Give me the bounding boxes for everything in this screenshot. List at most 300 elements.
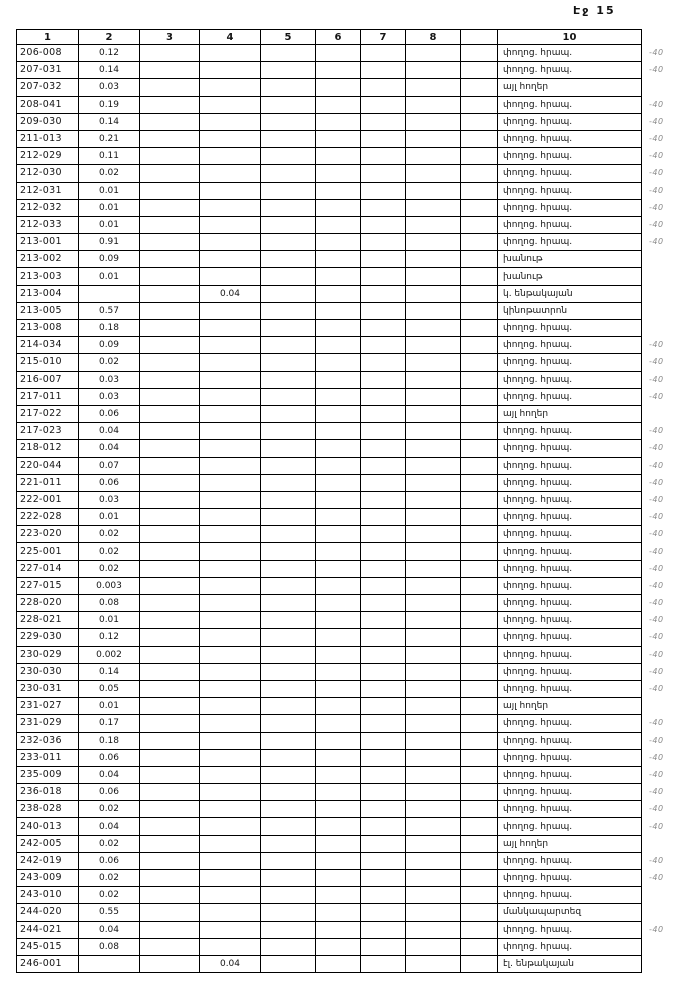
parcel-code: 245-015 <box>17 938 79 955</box>
parcel-code: 242-019 <box>17 852 79 869</box>
col8-cell <box>406 405 461 422</box>
col7-cell <box>361 870 406 887</box>
col4-value <box>200 491 261 508</box>
col3-cell <box>140 509 200 526</box>
col9-cell <box>461 457 498 474</box>
col6-cell <box>316 199 361 216</box>
col3-cell <box>140 130 200 147</box>
col8-cell <box>406 663 461 680</box>
col6-cell <box>316 491 361 508</box>
col4-value <box>200 526 261 543</box>
margin-note: -40 <box>649 219 664 229</box>
land-use-label: փողոց. հրապ. <box>498 320 642 337</box>
col9-cell <box>461 955 498 972</box>
margin-note: -40 <box>649 494 664 504</box>
col6-cell <box>316 749 361 766</box>
col6-cell <box>316 784 361 801</box>
land-use-label: փողոց. հրապ. <box>498 526 642 543</box>
col9-cell <box>461 234 498 251</box>
table-body <box>17 45 673 973</box>
parcel-code: 233-011 <box>17 749 79 766</box>
table-row <box>17 595 673 612</box>
margin-note: -40 <box>649 151 664 161</box>
col5-cell <box>261 440 316 457</box>
col6-cell <box>316 560 361 577</box>
col9-cell <box>461 818 498 835</box>
table-row <box>17 199 673 216</box>
col8-cell <box>406 182 461 199</box>
col3-cell <box>140 45 200 62</box>
col8-cell <box>406 388 461 405</box>
col9-cell <box>461 698 498 715</box>
col5-cell <box>261 526 316 543</box>
col5-cell <box>261 509 316 526</box>
col9-cell <box>461 79 498 96</box>
margin-note: -40 <box>649 237 664 247</box>
col4-value: 0.04 <box>200 955 261 972</box>
col3-cell <box>140 79 200 96</box>
col4-value <box>200 870 261 887</box>
col8-cell <box>406 251 461 268</box>
col5-cell <box>261 646 316 663</box>
margin-note <box>642 251 673 268</box>
col4-value <box>200 801 261 818</box>
col6-cell <box>316 801 361 818</box>
area-value: 0.57 <box>79 302 140 319</box>
area-value: 0.04 <box>79 921 140 938</box>
col5-cell <box>261 251 316 268</box>
land-use-label: փողոց. հրապ. <box>498 870 642 887</box>
col5-cell <box>261 491 316 508</box>
col7-cell <box>361 491 406 508</box>
col7-cell <box>361 818 406 835</box>
col7-cell <box>361 732 406 749</box>
col9-cell <box>461 646 498 663</box>
parcel-code: 208-041 <box>17 96 79 113</box>
col7-cell <box>361 784 406 801</box>
table-row <box>17 423 673 440</box>
margin-note: -40 <box>649 202 664 212</box>
col8-cell <box>406 680 461 697</box>
col6-cell <box>316 921 361 938</box>
margin-note: -40 <box>649 529 664 539</box>
area-value: 0.01 <box>79 612 140 629</box>
table-row <box>17 509 673 526</box>
col8-cell <box>406 801 461 818</box>
col6-cell <box>316 79 361 96</box>
parcel-code: 228-021 <box>17 612 79 629</box>
col5-cell <box>261 715 316 732</box>
col3-cell <box>140 904 200 921</box>
margin-note: -40 <box>649 374 664 384</box>
parcel-code: 231-029 <box>17 715 79 732</box>
col9-cell <box>461 371 498 388</box>
col4-value <box>200 130 261 147</box>
table-row <box>17 148 673 165</box>
col4-value: 0.04 <box>200 285 261 302</box>
margin-note: -40 <box>649 460 664 470</box>
area-value <box>79 285 140 302</box>
table-row <box>17 543 673 560</box>
table-row <box>17 320 673 337</box>
col9-cell <box>461 285 498 302</box>
col3-cell <box>140 766 200 783</box>
table-row <box>17 818 673 835</box>
area-value: 0.04 <box>79 440 140 457</box>
margin-note <box>642 285 673 302</box>
margin-note <box>642 887 673 904</box>
land-use-label: փողոց. հրապ. <box>498 680 642 697</box>
col3-cell <box>140 870 200 887</box>
area-value: 0.01 <box>79 216 140 233</box>
col7-cell <box>361 749 406 766</box>
column-header-3: 3 <box>140 30 200 45</box>
land-use-label: փողոց. հրապ. <box>498 801 642 818</box>
col4-value <box>200 663 261 680</box>
col3-cell <box>140 595 200 612</box>
col5-cell <box>261 766 316 783</box>
col3-cell <box>140 801 200 818</box>
col4-value <box>200 835 261 852</box>
margin-note <box>642 904 673 921</box>
col4-value <box>200 509 261 526</box>
land-use-label: էլ. ենթակայան <box>498 955 642 972</box>
land-use-label: փողոց. հրապ. <box>498 646 642 663</box>
area-value: 0.02 <box>79 835 140 852</box>
land-use-label: փողոց. հրապ. <box>498 113 642 130</box>
parcel-code: 238-028 <box>17 801 79 818</box>
land-use-label: կինոթատրոն <box>498 302 642 319</box>
col5-cell <box>261 45 316 62</box>
col8-cell <box>406 560 461 577</box>
col6-cell <box>316 423 361 440</box>
col6-cell <box>316 371 361 388</box>
col5-cell <box>261 801 316 818</box>
col8-cell <box>406 543 461 560</box>
col3-cell <box>140 577 200 594</box>
area-value: 0.19 <box>79 96 140 113</box>
col6-cell <box>316 405 361 422</box>
col3-cell <box>140 955 200 972</box>
col7-cell <box>361 680 406 697</box>
land-use-label: մանկապարտեզ <box>498 904 642 921</box>
area-value: 0.02 <box>79 543 140 560</box>
col4-value <box>200 216 261 233</box>
table-row <box>17 663 673 680</box>
parcel-code: 230-029 <box>17 646 79 663</box>
land-use-label: փողոց. հրապ. <box>498 732 642 749</box>
col4-value <box>200 921 261 938</box>
col7-cell <box>361 904 406 921</box>
parcel-code: 227-015 <box>17 577 79 594</box>
col7-cell <box>361 285 406 302</box>
col8-cell <box>406 354 461 371</box>
margin-note: -40 <box>649 546 664 556</box>
table-row <box>17 904 673 921</box>
area-value <box>79 955 140 972</box>
margin-note: -40 <box>649 632 664 642</box>
col3-cell <box>140 835 200 852</box>
col4-value <box>200 96 261 113</box>
col7-cell <box>361 938 406 955</box>
col7-cell <box>361 440 406 457</box>
col3-cell <box>140 646 200 663</box>
parcel-code: 221-011 <box>17 474 79 491</box>
table-row <box>17 113 673 130</box>
land-use-label: փողոց. հրապ. <box>498 388 642 405</box>
col6-cell <box>316 182 361 199</box>
col8-cell <box>406 457 461 474</box>
margin-note: -40 <box>649 48 664 58</box>
col9-cell <box>461 440 498 457</box>
parcel-code: 244-021 <box>17 921 79 938</box>
land-use-label: փողոց. հրապ. <box>498 766 642 783</box>
col8-cell <box>406 904 461 921</box>
parcel-code: 217-011 <box>17 388 79 405</box>
col6-cell <box>316 955 361 972</box>
col6-cell <box>316 113 361 130</box>
col5-cell <box>261 904 316 921</box>
col5-cell <box>261 320 316 337</box>
land-use-label: փողոց. հրապ. <box>498 818 642 835</box>
area-value: 0.55 <box>79 904 140 921</box>
margin-note: -40 <box>649 649 664 659</box>
margin-note: -40 <box>649 134 664 144</box>
column-header-2: 2 <box>79 30 140 45</box>
table-row <box>17 698 673 715</box>
col7-cell <box>361 955 406 972</box>
col8-cell <box>406 79 461 96</box>
col7-cell <box>361 715 406 732</box>
table-row <box>17 577 673 594</box>
col4-value <box>200 165 261 182</box>
table-row <box>17 268 673 285</box>
col9-cell <box>461 852 498 869</box>
col9-cell <box>461 199 498 216</box>
parcel-code: 212-029 <box>17 148 79 165</box>
col8-cell <box>406 45 461 62</box>
col8-cell <box>406 199 461 216</box>
area-value: 0.12 <box>79 629 140 646</box>
col4-value <box>200 62 261 79</box>
col7-cell <box>361 388 406 405</box>
parcel-code: 215-010 <box>17 354 79 371</box>
table-row <box>17 560 673 577</box>
col4-value <box>200 749 261 766</box>
margin-note: -40 <box>649 477 664 487</box>
col5-cell <box>261 852 316 869</box>
area-value: 0.05 <box>79 680 140 697</box>
table-row <box>17 870 673 887</box>
margin-note: -40 <box>649 615 664 625</box>
col7-cell <box>361 45 406 62</box>
col4-value <box>200 680 261 697</box>
land-use-label: փողոց. հրապ. <box>498 337 642 354</box>
margin-note: -40 <box>649 580 664 590</box>
margin-note: -40 <box>649 855 664 865</box>
col5-cell <box>261 371 316 388</box>
col7-cell <box>361 887 406 904</box>
col9-cell <box>461 543 498 560</box>
area-value: 0.11 <box>79 148 140 165</box>
table-row <box>17 130 673 147</box>
col9-cell <box>461 715 498 732</box>
col6-cell <box>316 646 361 663</box>
table-row <box>17 887 673 904</box>
col4-value <box>200 904 261 921</box>
col4-value <box>200 371 261 388</box>
col4-value <box>200 887 261 904</box>
col6-cell <box>316 887 361 904</box>
margin-note: -40 <box>649 873 664 883</box>
table-row <box>17 646 673 663</box>
land-use-label: փողոց. հրապ. <box>498 45 642 62</box>
col6-cell <box>316 474 361 491</box>
land-use-label: այլ հողեր <box>498 698 642 715</box>
col8-cell <box>406 612 461 629</box>
parcel-code: 235-009 <box>17 766 79 783</box>
parcel-code: 243-009 <box>17 870 79 887</box>
col5-cell <box>261 870 316 887</box>
col4-value <box>200 732 261 749</box>
col6-cell <box>316 440 361 457</box>
margin-note <box>642 302 673 319</box>
col9-cell <box>461 423 498 440</box>
col6-cell <box>316 835 361 852</box>
land-use-label: փողոց. հրապ. <box>498 595 642 612</box>
land-use-label: փողոց. հրապ. <box>498 612 642 629</box>
col4-value <box>200 457 261 474</box>
col4-value <box>200 440 261 457</box>
parcel-code: 223-020 <box>17 526 79 543</box>
col3-cell <box>140 698 200 715</box>
col8-cell <box>406 938 461 955</box>
col7-cell <box>361 835 406 852</box>
col9-cell <box>461 148 498 165</box>
col7-cell <box>361 646 406 663</box>
col7-cell <box>361 629 406 646</box>
table-row <box>17 749 673 766</box>
col8-cell <box>406 423 461 440</box>
area-value: 0.09 <box>79 251 140 268</box>
parcel-code: 229-030 <box>17 629 79 646</box>
col7-cell <box>361 216 406 233</box>
col4-value <box>200 148 261 165</box>
col5-cell <box>261 543 316 560</box>
land-use-label: խանութ <box>498 268 642 285</box>
col8-cell <box>406 130 461 147</box>
col8-cell <box>406 148 461 165</box>
land-use-label: փողոց. հրապ. <box>498 749 642 766</box>
col9-cell <box>461 629 498 646</box>
margin-note: -40 <box>649 563 664 573</box>
col4-value <box>200 698 261 715</box>
col4-value <box>200 766 261 783</box>
margin-note: -40 <box>649 168 664 178</box>
col3-cell <box>140 680 200 697</box>
col4-value <box>200 577 261 594</box>
table-row <box>17 234 673 251</box>
margin-note: -40 <box>649 718 664 728</box>
parcel-code: 206-008 <box>17 45 79 62</box>
margin-note: -40 <box>649 769 664 779</box>
parcel-code: 211-013 <box>17 130 79 147</box>
table-row <box>17 354 673 371</box>
col3-cell <box>140 199 200 216</box>
col5-cell <box>261 629 316 646</box>
col4-value <box>200 337 261 354</box>
col6-cell <box>316 45 361 62</box>
col8-cell <box>406 371 461 388</box>
table-row <box>17 955 673 972</box>
parcel-code: 220-044 <box>17 457 79 474</box>
parcel-code: 212-030 <box>17 165 79 182</box>
col9-cell <box>461 921 498 938</box>
col8-cell <box>406 629 461 646</box>
col5-cell <box>261 887 316 904</box>
col3-cell <box>140 715 200 732</box>
land-use-label: փողոց. հրապ. <box>498 543 642 560</box>
col6-cell <box>316 148 361 165</box>
col8-cell <box>406 165 461 182</box>
col5-cell <box>261 595 316 612</box>
margin-note: -40 <box>649 443 664 453</box>
col5-cell <box>261 680 316 697</box>
area-value: 0.18 <box>79 320 140 337</box>
col7-cell <box>361 268 406 285</box>
col9-cell <box>461 526 498 543</box>
land-use-label: փողոց. հրապ. <box>498 234 642 251</box>
table-row <box>17 337 673 354</box>
table-row <box>17 715 673 732</box>
col6-cell <box>316 663 361 680</box>
col6-cell <box>316 870 361 887</box>
column-header-10: 10 <box>498 30 642 45</box>
col4-value <box>200 560 261 577</box>
col7-cell <box>361 354 406 371</box>
col3-cell <box>140 285 200 302</box>
col5-cell <box>261 835 316 852</box>
land-use-label: փողոց. հրապ. <box>498 491 642 508</box>
col9-cell <box>461 766 498 783</box>
col3-cell <box>140 96 200 113</box>
col3-cell <box>140 629 200 646</box>
col3-cell <box>140 234 200 251</box>
parcel-code: 207-031 <box>17 62 79 79</box>
area-value: 0.91 <box>79 234 140 251</box>
col3-cell <box>140 216 200 233</box>
parcel-code: 242-005 <box>17 835 79 852</box>
margin-note <box>642 268 673 285</box>
col9-cell <box>461 749 498 766</box>
col7-cell <box>361 526 406 543</box>
col8-cell <box>406 337 461 354</box>
col5-cell <box>261 612 316 629</box>
col9-cell <box>461 577 498 594</box>
col9-cell <box>461 801 498 818</box>
col9-cell <box>461 612 498 629</box>
column-header-6: 6 <box>316 30 361 45</box>
col3-cell <box>140 938 200 955</box>
col6-cell <box>316 337 361 354</box>
table-row <box>17 801 673 818</box>
col9-cell <box>461 216 498 233</box>
col9-cell <box>461 560 498 577</box>
table-row <box>17 216 673 233</box>
col7-cell <box>361 148 406 165</box>
table-row <box>17 285 673 302</box>
area-value: 0.003 <box>79 577 140 594</box>
